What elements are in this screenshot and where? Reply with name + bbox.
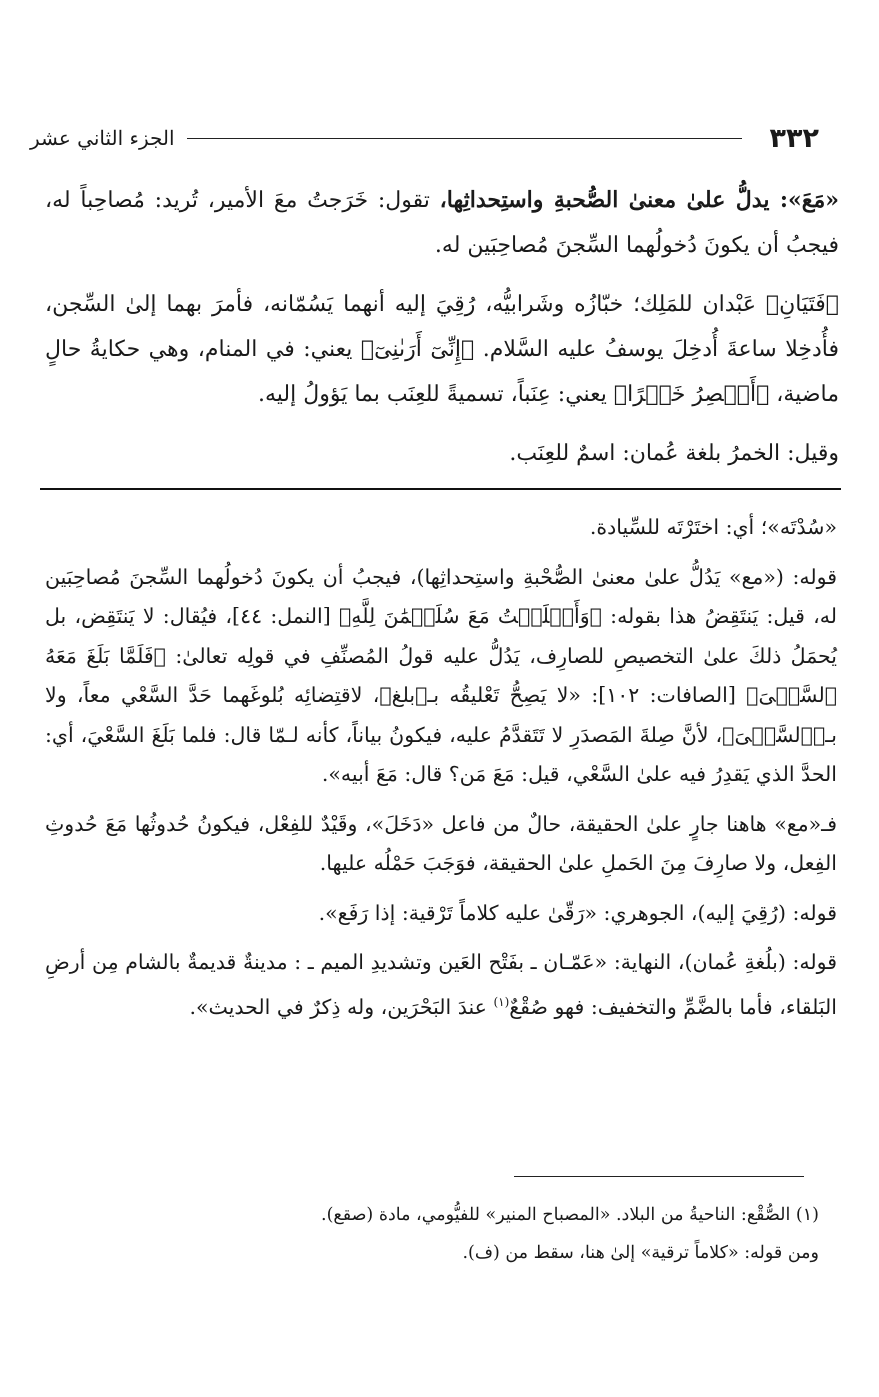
- footnote-ref: (١): [493, 994, 510, 1009]
- commentary-paragraph: [45, 943, 837, 1027]
- commentary-paragraph: قوله: («مع» يَدُلُّ علىٰ معنىٰ الصُّحْبةِ واستِحداثِها)، فيجبُ أن يكونَ دُخولُهما السِّجنَ مُصاحِبَين له، قيل: يَنتَقِضُ هذا بقوله: ﴿وَأَسۡلَمۡتُ مَعَ سُلَيۡمَٰنَ لِلَّهِ﴾ [النمل: ٤٤]، فيُقال: لا يَنتَقِض، بل يُحمَلُ ذلكَ علىٰ التخصيصِ للصارِف، يَدُلُّ عليه قولُ المُصنِّفِ في قولِه تعالىٰ: ﴿فَلَمَّا بَلَغَ مَعَهُ ٱلسَّعۡىَ﴾ [الصافات: ١٠٢]: «لا يَصِحُّ تَعْليقُه بـ﴿بلغ﴾، لاقتِضائِه بُلوغَهما حَدَّ السَّعْي معاً، ولا بـ﴿ٱلسَّعۡىَ﴾، لأنَّ صِلةَ المَصدَرِ لا تَتَقدَّمُ عليه، فيكونُ بياناً، كأنه لـمّا قال: فلما بَلَغَ السَّعْيَ، أي: الحدَّ الذي يَقدِرُ فيه علىٰ السَّعْي، قيل: مَعَ مَن؟ قال: مَعَ أبيه».: [45, 564, 838, 786]
- main-lead: «مَعَ»:: [769, 187, 840, 213]
- main-text-rest: تقول: خَرَجتُ معَ الأمير، تُريد: مُصاحِباً له، فيجبُ أن يكونَ دُخولُهما السِّجنَ مُصاحِبَين له.: [45, 188, 839, 258]
- volume-title: الجزء الثاني عشر: [30, 126, 175, 150]
- main-paragraph: [45, 178, 839, 268]
- footnote-rule: [514, 1176, 804, 1177]
- footnote-item: (١) الصُّقْع: الناحيةُ من البلاد. «المصباح المنير» للفيُّومي، مادة (صقع).: [321, 1205, 819, 1225]
- section-divider: [40, 488, 841, 490]
- commentary-paragraph: فـ«مع» هاهنا جارٍ علىٰ الحقيقة، حالٌ من فاعل «دَخَلَ»، وقَيْدٌ للفِعْل، فيكونُ حُدوثُها مَعَ حُدوثِ الفِعل، ولا صارِفَ مِنَ الحَملِ علىٰ الحقيقة، فوَجَبَ حَمْلُه عليها.: [45, 811, 837, 875]
- commentary-paragraph: «سُدْتَه»؛ أي: اختَرْتَه للسِّيادة.: [589, 515, 837, 539]
- footnote-item: ومن قوله: «كلاماً ترقية» إلىٰ هنا، سقط من (ف).: [462, 1243, 819, 1263]
- commentary-text: [45, 508, 837, 1037]
- commentary-text-start: قوله: (بلُغةِ عُمان)، النهاية: «عَمّـان ـ بفَتْح العَين وتشديدِ الميم ـ : مدينةٌ قديمةٌ بالشام مِن أرضِ البَلقاء، فأما بالضَّمِّ والتخفيف: فهو صُقْعٌ: [45, 950, 837, 1019]
- main-emphasis: يدلُّ علىٰ معنىٰ الصُّحبةِ واستِحداثِها،: [439, 187, 770, 213]
- page-header: [30, 118, 819, 158]
- page-number: ٣٣٢: [769, 122, 819, 154]
- main-paragraph: ﴿فَتَيَانِ﴾ عَبْدان للمَلِك؛ خبّازُه وشَرابيُّه، رُقِيَ إليه أنهما يَسُمّانه، فأمرَ بهما إلىٰ السِّجن، فأُدخِلا ساعةَ أُدخِلَ يوسفُ عليه السَّلام. ﴿إِنِّىٓ أَرَىٰنِىٓ﴾ يعني: في المنام، وهي حكايةُ حالٍ ماضية، ﴿أَعۡصِرُ خَمۡرًا﴾ يعني: عِنَباً، تسميةً للعِنَب بما يَؤولُ إليه.: [45, 292, 839, 407]
- footnotes: [80, 1196, 819, 1272]
- commentary-paragraph: قوله: (رُقِيَ إليه)، الجوهري: «رَقّىٰ عليه كلاماً تَرْقية: إذا رَفَع».: [318, 900, 837, 925]
- header-rule: [187, 138, 742, 139]
- commentary-text-end: عندَ البَحْرَين، وله ذِكرٌ في الحديث».: [189, 994, 494, 1019]
- main-paragraph: وقيل: الخمرُ بلغة عُمان: اسمٌ للعِنَب.: [509, 441, 839, 466]
- main-text: [45, 178, 839, 490]
